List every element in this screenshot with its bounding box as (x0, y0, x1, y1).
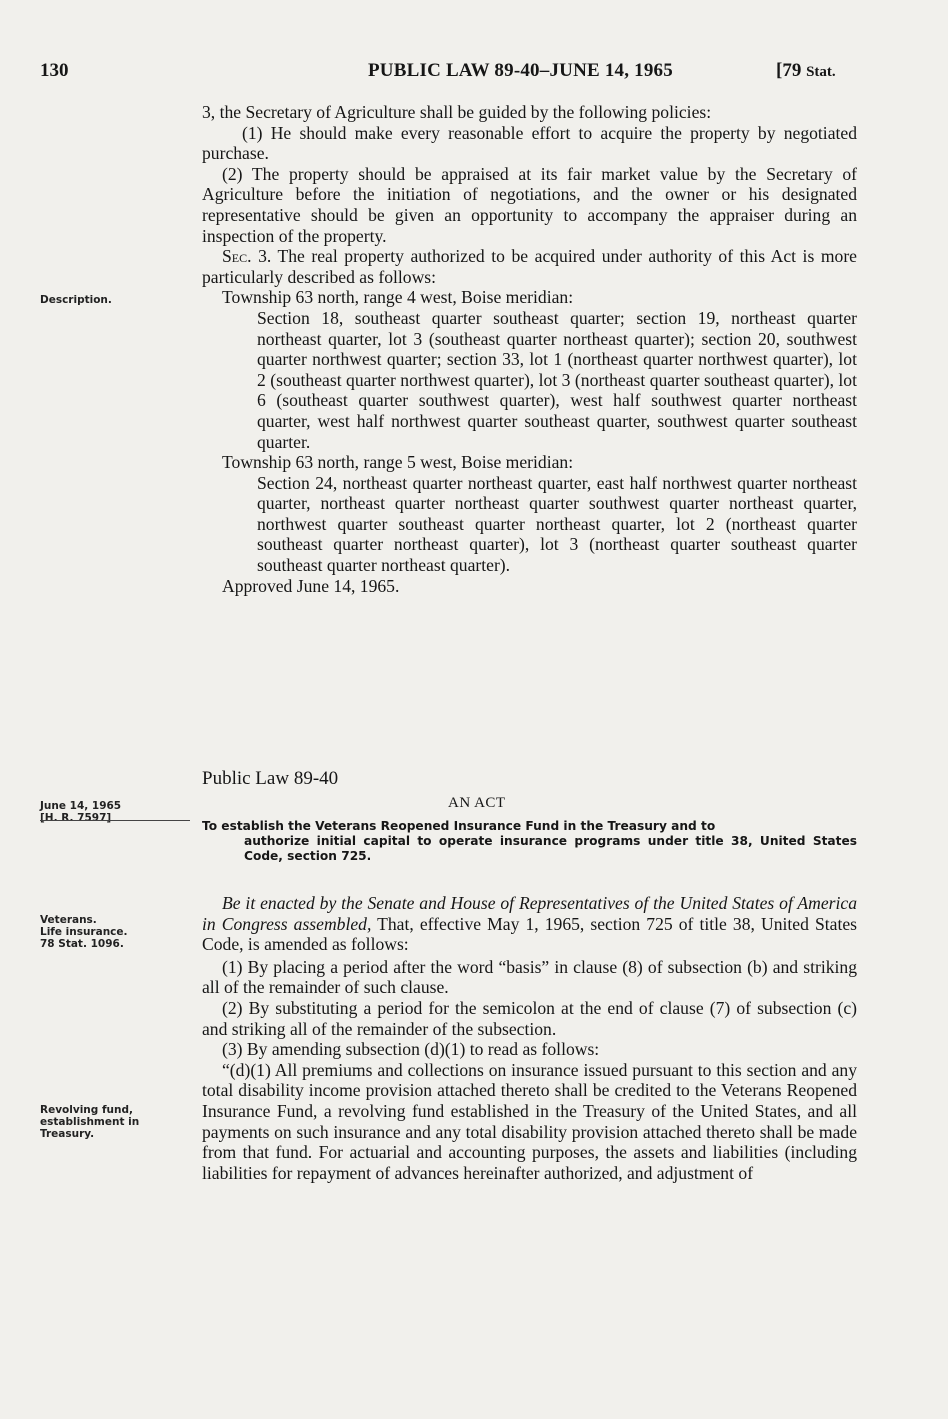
section-3-text: The real property authorized to be acquired under authority of this Act is more particularly described as follows: (202, 246, 857, 287)
margin-note-veterans (40, 914, 190, 950)
statute-volume-label: Stat. (806, 64, 836, 80)
township-1-description: Section 18, southeast quarter southeast quarter; section 19, northeast quarter northeast quarter, lot 3 (southeast quarter northeast quarter); section 20, southwest quarter northwest quarter; section 33, lot 1 (northeast quarter northwest quarter), lot 2 (southeast quarter northwest quarter), lot 3 (northeast quarter southeast quarter), lot 6 (southeast quarter southwest quarter), west half southwest quarter northeast quarter, west half northwest quarter southeast quarter, southwest quarter southeast quarter. (257, 307, 857, 452)
quoted-subsection: “(d)(1) All premiums and collections on insurance issued pursuant to this section and any total disability income provision attached thereto shall be credited to the Veterans Reopened Insurance Fund, a revolving fund established in the Treasury of the United States, and all payments on such insurance and any total disability provision attached thereto shall be made from that fund. For actuarial and accounting purposes, the assets and liabilities (including liabilities for repayment of advances hereinafter authorized, and adjustment of (202, 1059, 857, 1183)
margin-revolving-2: establishment in (40, 1116, 140, 1128)
section-3-label: Sec. 3. (222, 246, 272, 267)
approved-line: Approved June 14, 1965. (222, 575, 400, 596)
amendment-1: (1) By placing a period after the word “basis” in clause (8) of subsection (b) and striking all of the remainder of such clause. (202, 956, 857, 998)
margin-revolving-3: Treasury. (40, 1128, 95, 1140)
section-previous-law (202, 102, 857, 596)
act-purpose (202, 819, 857, 864)
margin-note-description: Description. (40, 294, 112, 306)
margin-veterans-1: Veterans. (40, 914, 97, 926)
running-header (0, 60, 948, 90)
section-3 (202, 246, 857, 287)
policy-2: (2) The property should be appraised at its fair market value by the Secretary of Agriculture before the initiation of negotiations, and the owner or his designated representative should be given an opportunity to accompany the appraiser during an inspection of the property. (202, 163, 857, 246)
enacting-clause-rest: That, effective May 1, 1965, section 725 of title 38, United States Code, is amended as follows: (202, 913, 857, 955)
statute-volume-prefix: [79 (776, 60, 807, 81)
amendment-3: (3) By amending subsection (d)(1) to read as follows: (222, 1039, 600, 1060)
purpose-line-1: To establish the Veterans Reopened Insurance Fund in the Treasury and to (202, 819, 716, 833)
margin-bill: [H. R. 7597] (40, 812, 112, 824)
enacting-clause (202, 893, 857, 955)
header-title: PUBLIC LAW 89-40–JUNE 14, 1965 (368, 60, 673, 81)
margin-revolving-1: Revolving fund, (40, 1104, 133, 1116)
amendment-2: (2) By substituting a period for the semicolon at the end of clause (7) of subsection (c) and striking all of the remainder of the subsection. (202, 997, 857, 1039)
margin-divider (40, 820, 190, 821)
purpose-continuation: authorize initial capital to operate insurance programs under title 38, United States Code, section 725. (244, 834, 857, 863)
page-number: 130 (40, 60, 69, 81)
township-2-heading: Township 63 north, range 5 west, Boise meridian: (222, 452, 574, 473)
section-new-law (202, 893, 857, 1183)
statute-volume (776, 60, 836, 82)
paragraph-intro: 3, the Secretary of Agriculture shall be guided by the following policies: (202, 102, 712, 122)
policy-1: (1) He should make every reasonable effort to acquire the property by negotiated purchase. (202, 122, 857, 164)
township-1-heading: Township 63 north, range 4 west, Boise meridian: (222, 287, 574, 308)
margin-note-revolving-fund (40, 1104, 190, 1140)
public-law-heading: Public Law 89-40 (202, 768, 339, 789)
enacting-clause-italic: Be it enacted by the Senate and House of Representatives of the United States of America in Congress assembled, (202, 893, 857, 934)
an-act-heading: AN ACT (448, 795, 506, 811)
township-2-description: Section 24, northeast quarter northeast quarter, east half northwest quarter northeast quarter, northeast quarter northeast quarter southwest quarter northeast quarter, northwest quarter southeast quarter northeast quarter, lot 2 (northeast quarter southeast quarter northeast quarter), lot 3 (northeast quarter southeast quarter southeast quarter northeast quarter). (257, 472, 857, 576)
margin-date: June 14, 1965 (40, 800, 122, 812)
margin-veterans-2: Life insurance. (40, 926, 128, 938)
margin-veterans-3: 78 Stat. 1096. (40, 938, 124, 950)
